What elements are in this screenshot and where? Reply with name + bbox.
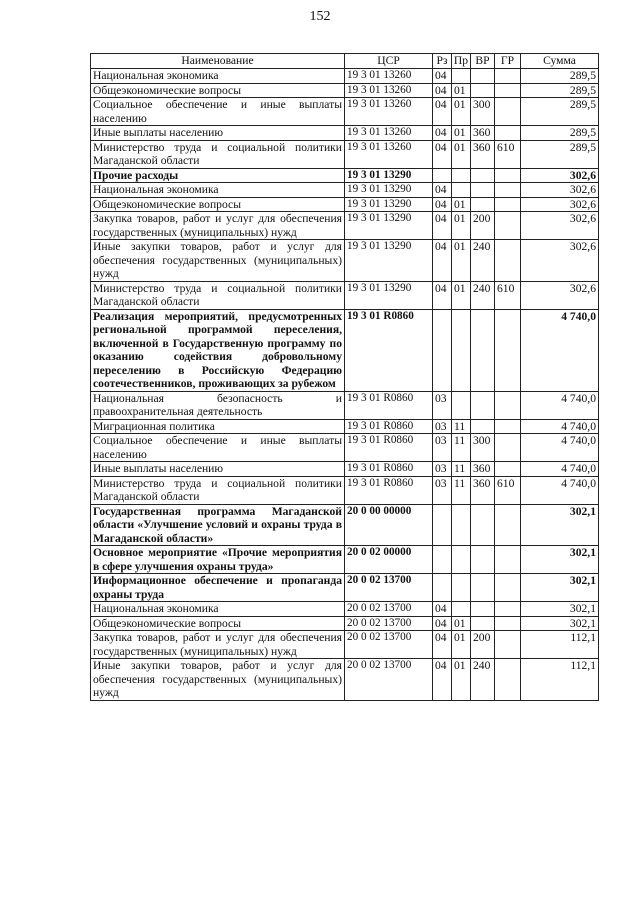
row-gr (495, 504, 521, 546)
row-gr (495, 240, 521, 282)
row-pr (452, 546, 471, 574)
table-row (91, 476, 599, 504)
row-name: Министерство труда и социальной политики Магаданской области (91, 476, 345, 504)
row-rz: 04 (433, 631, 452, 659)
row-rz (433, 504, 452, 546)
row-rz: 04 (433, 197, 452, 212)
row-gr (495, 212, 521, 240)
row-name: Социальное обеспечение и иные выплаты населению (91, 434, 345, 462)
row-sum: 302,6 (521, 168, 599, 183)
row-vr: 360 (471, 462, 495, 477)
row-rz: 04 (433, 126, 452, 141)
row-sum: 302,6 (521, 240, 599, 282)
row-name: Национальная экономика (91, 602, 345, 617)
row-name: Министерство труда и социальной политики Магаданской области (91, 140, 345, 168)
header-gr: ГР (495, 54, 521, 69)
row-gr (495, 83, 521, 98)
row-csr: 19 3 01 13290 (345, 168, 433, 183)
row-sum: 4 740,0 (521, 391, 599, 419)
row-name: Миграционная политика (91, 419, 345, 434)
row-gr (495, 309, 521, 391)
row-rz (433, 309, 452, 391)
row-rz: 04 (433, 602, 452, 617)
row-rz: 03 (433, 391, 452, 419)
table-row (91, 140, 599, 168)
row-sum: 302,1 (521, 504, 599, 546)
row-rz: 04 (433, 183, 452, 198)
row-csr: 19 3 01 R0860 (345, 462, 433, 477)
row-name: Национальная экономика (91, 183, 345, 198)
row-gr (495, 659, 521, 701)
row-csr: 19 3 01 13260 (345, 69, 433, 84)
row-vr: 240 (471, 240, 495, 282)
row-sum: 289,5 (521, 126, 599, 141)
row-pr: 11 (452, 434, 471, 462)
table-row (91, 574, 599, 602)
row-csr: 19 3 01 13290 (345, 212, 433, 240)
row-gr (495, 602, 521, 617)
row-gr (495, 126, 521, 141)
row-vr: 300 (471, 434, 495, 462)
row-csr: 20 0 02 13700 (345, 602, 433, 617)
row-pr: 01 (452, 212, 471, 240)
row-sum: 302,6 (521, 183, 599, 198)
table-row (91, 83, 599, 98)
row-gr (495, 98, 521, 126)
row-pr: 11 (452, 476, 471, 504)
row-sum: 302,1 (521, 546, 599, 574)
row-vr (471, 602, 495, 617)
table-row (91, 391, 599, 419)
row-csr: 20 0 02 13700 (345, 616, 433, 631)
row-rz: 04 (433, 240, 452, 282)
row-vr: 360 (471, 126, 495, 141)
row-csr: 19 3 01 13260 (345, 140, 433, 168)
header-sum: Сумма (521, 54, 599, 69)
table-header-row (91, 54, 599, 69)
row-sum: 4 740,0 (521, 476, 599, 504)
row-rz (433, 168, 452, 183)
row-vr (471, 69, 495, 84)
row-name: Прочие расходы (91, 168, 345, 183)
row-sum: 302,6 (521, 197, 599, 212)
row-sum: 289,5 (521, 83, 599, 98)
row-gr (495, 631, 521, 659)
row-rz: 04 (433, 140, 452, 168)
row-rz: 04 (433, 616, 452, 631)
row-pr: 01 (452, 140, 471, 168)
row-sum: 302,1 (521, 602, 599, 617)
row-vr (471, 504, 495, 546)
row-name: Информационное обеспечение и пропаганда охраны труда (91, 574, 345, 602)
row-vr (471, 83, 495, 98)
table-row (91, 602, 599, 617)
row-sum: 4 740,0 (521, 462, 599, 477)
row-vr (471, 168, 495, 183)
row-pr: 11 (452, 419, 471, 434)
table-row (91, 309, 599, 391)
row-csr: 20 0 02 13700 (345, 659, 433, 701)
header-vr: ВР (471, 54, 495, 69)
row-csr: 20 0 02 13700 (345, 631, 433, 659)
row-vr (471, 391, 495, 419)
table-row (91, 98, 599, 126)
table-row (91, 504, 599, 546)
row-vr: 300 (471, 98, 495, 126)
table-row (91, 69, 599, 84)
row-csr: 19 3 01 R0860 (345, 391, 433, 419)
row-rz: 04 (433, 212, 452, 240)
row-name: Реализация мероприятий, предусмотренных региональной программой переселения, включенной в Государственную программу по оказанию содействия добровольному переселению в Российскую Федерацию соотечественников, проживающих за рубежом (91, 309, 345, 391)
table-row (91, 419, 599, 434)
row-pr: 01 (452, 126, 471, 141)
row-name: Национальная экономика (91, 69, 345, 84)
table-row (91, 212, 599, 240)
row-rz: 04 (433, 281, 452, 309)
row-name: Основное мероприятие «Прочие мероприятия в сфере улучшения охраны труда» (91, 546, 345, 574)
row-pr (452, 69, 471, 84)
row-gr (495, 546, 521, 574)
row-pr (452, 574, 471, 602)
row-name: Социальное обеспечение и иные выплаты населению (91, 98, 345, 126)
row-vr (471, 197, 495, 212)
row-pr: 01 (452, 240, 471, 282)
table-row (91, 434, 599, 462)
row-gr: 610 (495, 476, 521, 504)
row-csr: 19 3 01 13290 (345, 183, 433, 198)
row-csr: 19 3 01 R0860 (345, 419, 433, 434)
row-csr: 19 3 01 13260 (345, 83, 433, 98)
row-csr: 20 0 00 00000 (345, 504, 433, 546)
row-name: Общеэкономические вопросы (91, 83, 345, 98)
row-pr: 01 (452, 616, 471, 631)
header-pr: Пр (452, 54, 471, 69)
row-vr: 200 (471, 631, 495, 659)
row-sum: 289,5 (521, 140, 599, 168)
table-row (91, 659, 599, 701)
row-pr (452, 168, 471, 183)
table-row (91, 240, 599, 282)
table-row (91, 546, 599, 574)
table-row (91, 183, 599, 198)
row-vr: 240 (471, 281, 495, 309)
row-pr (452, 504, 471, 546)
row-rz (433, 546, 452, 574)
row-pr (452, 309, 471, 391)
row-name: Национальная безопасность и правоохранительная деятельность (91, 391, 345, 419)
row-name: Иные закупки товаров, работ и услуг для обеспечения государственных (муниципальных) нужд (91, 240, 345, 282)
row-sum: 112,1 (521, 659, 599, 701)
row-vr (471, 309, 495, 391)
row-gr (495, 183, 521, 198)
row-name: Общеэкономические вопросы (91, 197, 345, 212)
row-gr (495, 197, 521, 212)
row-csr: 19 3 01 13290 (345, 281, 433, 309)
row-vr: 360 (471, 140, 495, 168)
row-pr: 11 (452, 462, 471, 477)
table-row (91, 281, 599, 309)
page-number: 152 (309, 9, 331, 24)
row-gr (495, 616, 521, 631)
row-gr (495, 168, 521, 183)
row-name: Общеэкономические вопросы (91, 616, 345, 631)
row-rz: 04 (433, 83, 452, 98)
row-gr (495, 574, 521, 602)
header-name: Наименование (91, 54, 345, 69)
header-csr: ЦСР (345, 54, 433, 69)
row-pr: 01 (452, 659, 471, 701)
row-vr: 200 (471, 212, 495, 240)
row-csr: 19 3 01 13260 (345, 126, 433, 141)
row-gr (495, 462, 521, 477)
row-vr (471, 574, 495, 602)
row-gr (495, 391, 521, 419)
row-name: Закупка товаров, работ и услуг для обеспечения государственных (муниципальных) нужд (91, 212, 345, 240)
row-gr (495, 434, 521, 462)
row-gr: 610 (495, 140, 521, 168)
row-sum: 4 740,0 (521, 434, 599, 462)
row-gr (495, 69, 521, 84)
header-rz: Рз (433, 54, 452, 69)
row-sum: 302,1 (521, 616, 599, 631)
row-rz (433, 574, 452, 602)
row-pr: 01 (452, 281, 471, 309)
row-pr: 01 (452, 98, 471, 126)
row-sum: 4 740,0 (521, 419, 599, 434)
row-name: Государственная программа Магаданской области «Улучшение условий и охраны труда в Магаданской области» (91, 504, 345, 546)
row-sum: 112,1 (521, 631, 599, 659)
budget-table (90, 53, 599, 701)
table-row (91, 168, 599, 183)
row-sum: 289,5 (521, 69, 599, 84)
row-name: Иные выплаты населению (91, 462, 345, 477)
row-pr (452, 391, 471, 419)
row-csr: 19 3 01 R0860 (345, 476, 433, 504)
row-pr: 01 (452, 83, 471, 98)
row-csr: 19 3 01 R0860 (345, 434, 433, 462)
row-vr (471, 183, 495, 198)
row-csr: 19 3 01 13290 (345, 197, 433, 212)
row-sum: 4 740,0 (521, 309, 599, 391)
table-row (91, 616, 599, 631)
row-rz: 04 (433, 659, 452, 701)
row-vr: 240 (471, 659, 495, 701)
row-rz: 03 (433, 476, 452, 504)
table-body (91, 69, 599, 701)
row-csr: 19 3 01 13260 (345, 98, 433, 126)
row-gr: 610 (495, 281, 521, 309)
table-row (91, 462, 599, 477)
row-name: Министерство труда и социальной политики Магаданской области (91, 281, 345, 309)
row-csr: 20 0 02 13700 (345, 574, 433, 602)
row-vr (471, 419, 495, 434)
row-pr: 01 (452, 197, 471, 212)
row-csr: 19 3 01 R0860 (345, 309, 433, 391)
row-vr: 360 (471, 476, 495, 504)
row-pr (452, 602, 471, 617)
row-pr: 01 (452, 631, 471, 659)
table-row (91, 126, 599, 141)
row-sum: 302,6 (521, 212, 599, 240)
table-row (91, 197, 599, 212)
table-row (91, 631, 599, 659)
row-rz: 03 (433, 419, 452, 434)
row-csr: 19 3 01 13290 (345, 240, 433, 282)
row-vr (471, 546, 495, 574)
row-csr: 20 0 02 00000 (345, 546, 433, 574)
row-sum: 289,5 (521, 98, 599, 126)
row-sum: 302,1 (521, 574, 599, 602)
row-name: Иные закупки товаров, работ и услуг для обеспечения государственных (муниципальных) нужд (91, 659, 345, 701)
row-rz: 03 (433, 434, 452, 462)
row-name: Иные выплаты населению (91, 126, 345, 141)
row-pr (452, 183, 471, 198)
row-rz: 04 (433, 69, 452, 84)
row-name: Закупка товаров, работ и услуг для обеспечения государственных (муниципальных) нужд (91, 631, 345, 659)
row-rz: 04 (433, 98, 452, 126)
row-rz: 03 (433, 462, 452, 477)
row-gr (495, 419, 521, 434)
row-vr (471, 616, 495, 631)
row-sum: 302,6 (521, 281, 599, 309)
